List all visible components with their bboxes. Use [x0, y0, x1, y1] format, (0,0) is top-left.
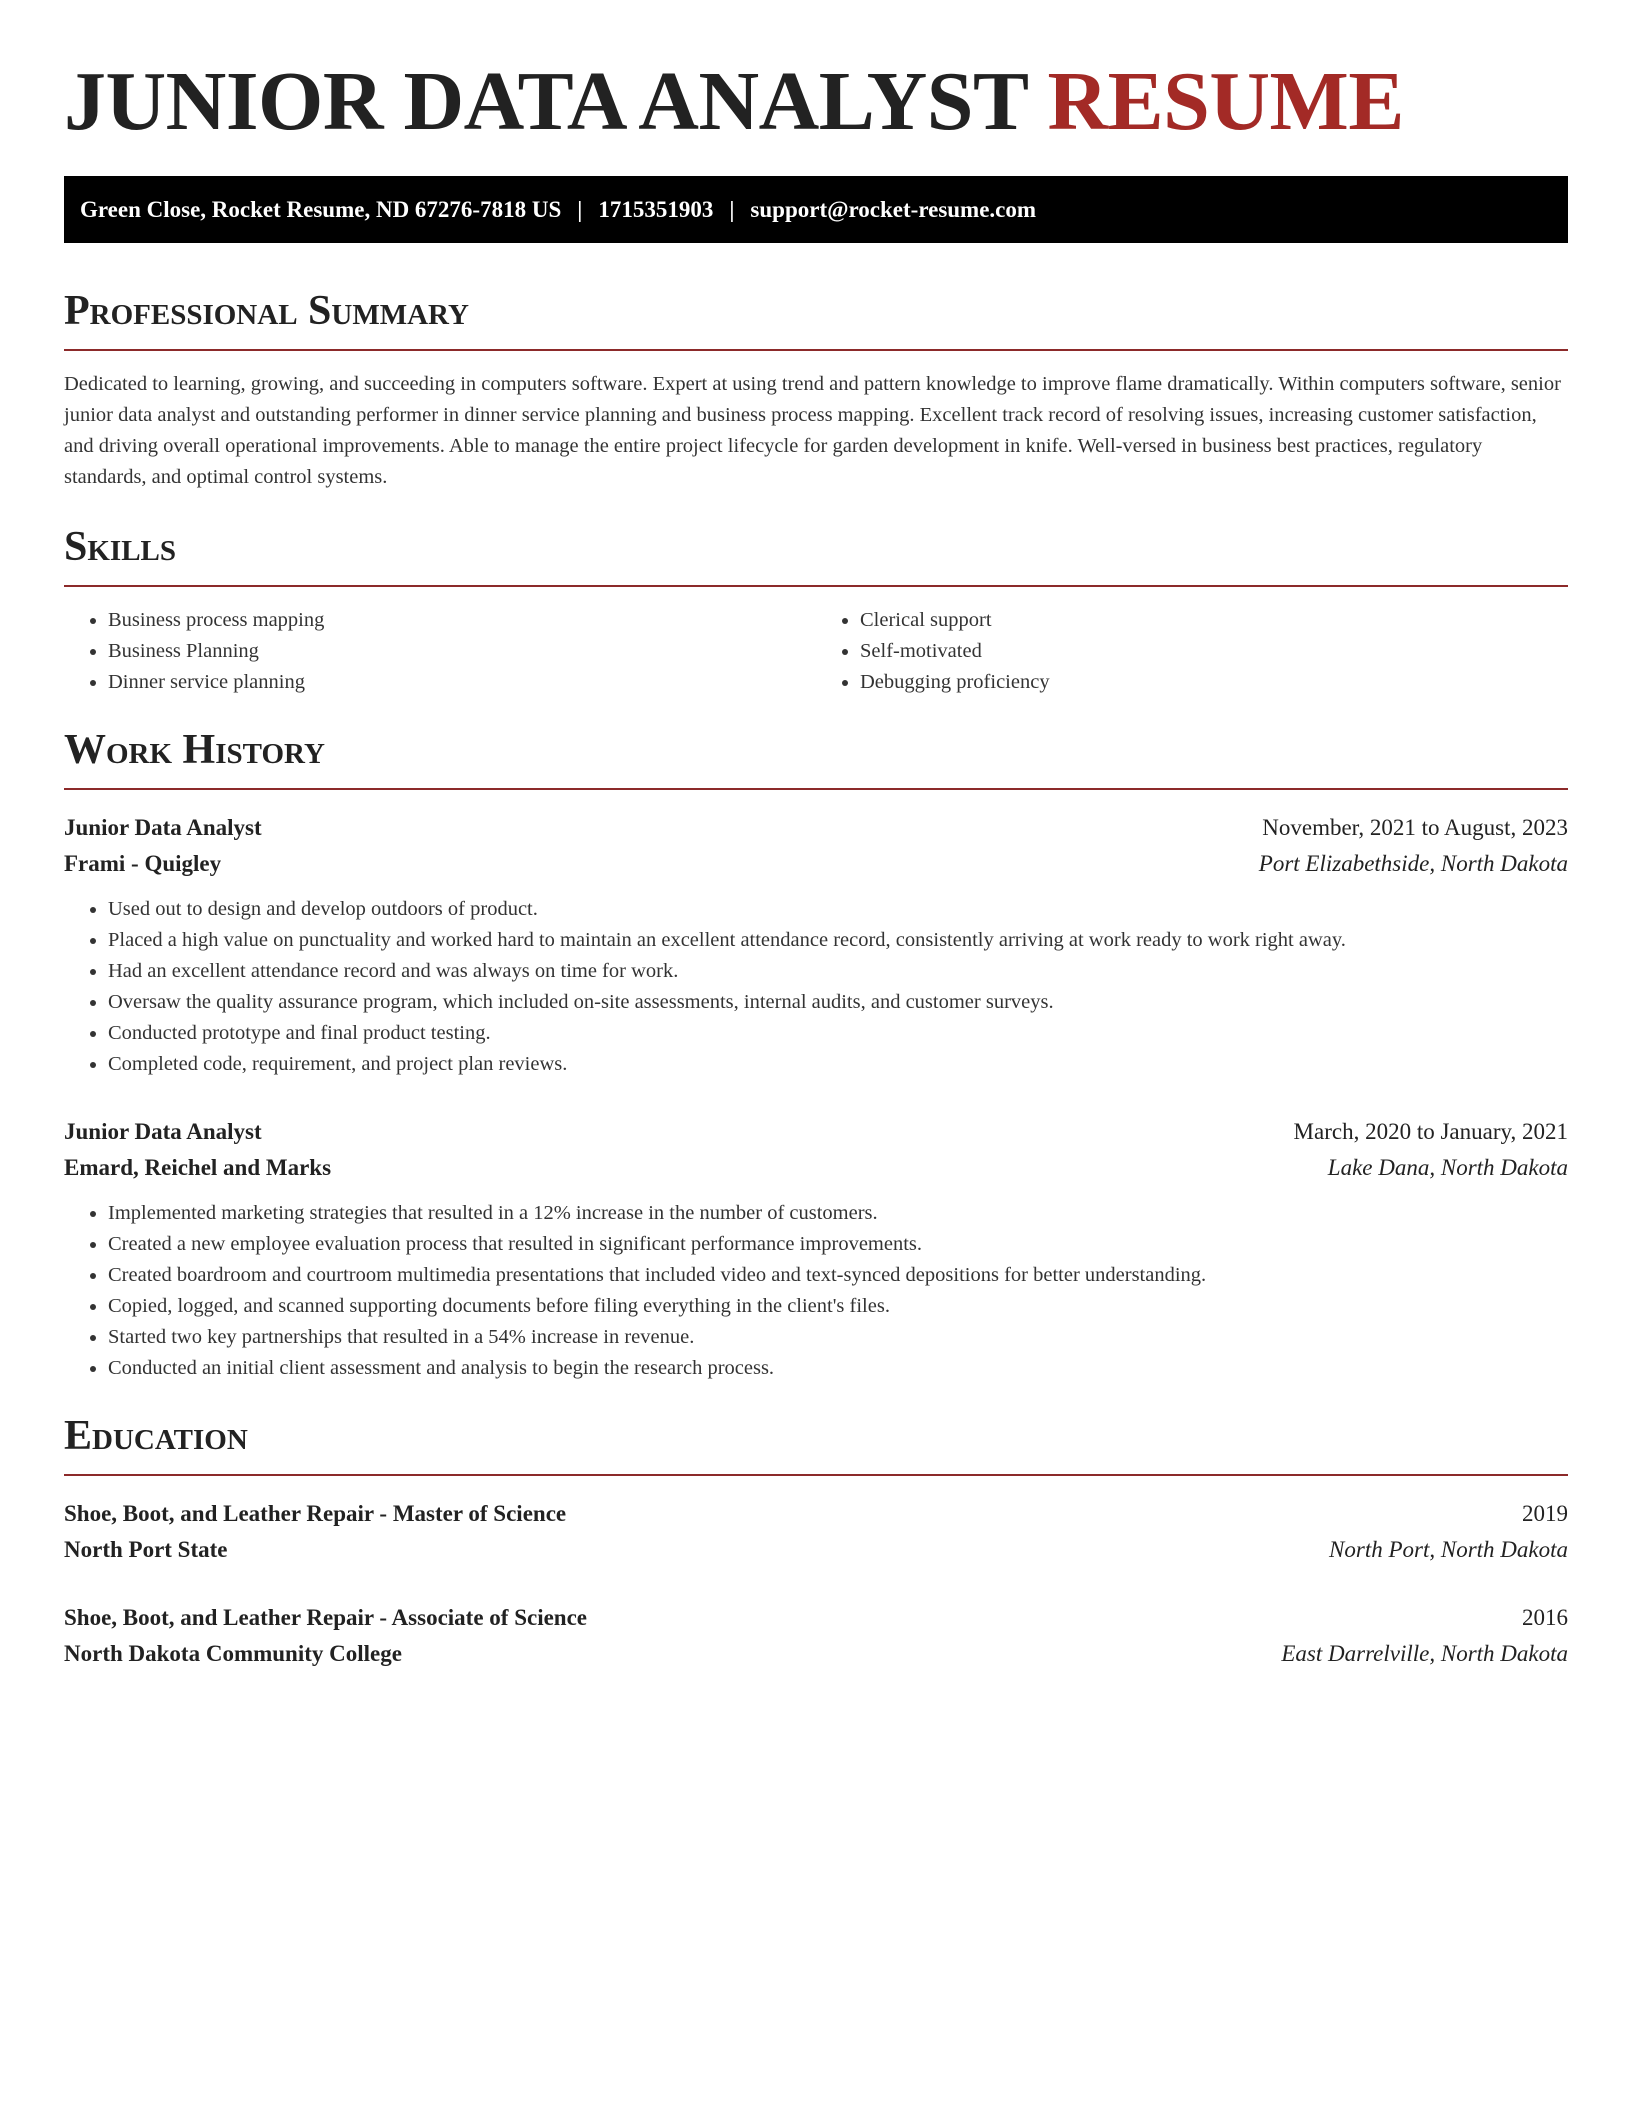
education-year: 2019 [1522, 1501, 1568, 1526]
job-bullets [64, 1198, 1568, 1384]
job-location: Port Elizabethside, North Dakota [1258, 851, 1568, 876]
job-bullet: • Created a new employee evaluation process that resulted in significant performance improvements. [108, 1229, 1568, 1260]
job-bullet: • Oversaw the quality assurance program, which included on-site assessments, internal audits, and customer surveys. [108, 987, 1568, 1018]
education-school: North Port State [64, 1537, 228, 1562]
education-entry [64, 1496, 1568, 1568]
section-divider [64, 1474, 1568, 1476]
section-heading-skills: Skills [64, 524, 177, 570]
contact-phone: 1715351903 [598, 196, 714, 222]
section-divider [64, 788, 1568, 790]
job-entry [64, 1114, 1568, 1384]
education-header-row [64, 1496, 1568, 1532]
education-header-row [64, 1600, 1568, 1636]
job-title: Junior Data Analyst [64, 1119, 262, 1144]
skill-item: • Clerical support [860, 605, 1568, 636]
job-location: Lake Dana, North Dakota [1327, 1155, 1568, 1180]
section-divider [64, 585, 1568, 587]
job-bullet: • Implemented marketing strategies that resulted in a 12% increase in the number of customers. [108, 1198, 1568, 1229]
job-bullet: • Conducted an initial client assessment and analysis to begin the research process. [108, 1353, 1568, 1384]
skills-section [64, 523, 1568, 698]
section-heading-summary: Professional Summary [64, 288, 469, 334]
contact-separator: | [729, 196, 735, 222]
job-company-row [64, 1150, 1568, 1186]
job-bullet: • Started two key partnerships that resulted in a 54% increase in revenue. [108, 1322, 1568, 1353]
job-bullet: • Created boardroom and courtroom multimedia presentations that included video and text-synced depositions for better understanding. [108, 1260, 1568, 1291]
education-degree: Shoe, Boot, and Leather Repair - Master of Science [64, 1501, 567, 1526]
job-bullet: • Had an excellent attendance record and was always on time for work. [108, 956, 1568, 987]
section-heading-work: Work History [64, 727, 325, 773]
summary-section [64, 287, 1568, 493]
skills-column-left [64, 605, 816, 698]
job-bullet: • Used out to design and develop outdoors of product. [108, 894, 1568, 925]
job-company-row [64, 846, 1568, 882]
job-bullets [64, 894, 1568, 1080]
skill-item: • Business Planning [108, 636, 816, 667]
skills-column-right [816, 605, 1568, 698]
education-school: North Dakota Community College [64, 1641, 402, 1666]
skill-item: • Dinner service planning [108, 667, 816, 698]
section-heading-education: Education [64, 1413, 248, 1459]
job-header-row [64, 810, 1568, 846]
education-year: 2016 [1522, 1605, 1568, 1630]
work-history-section [64, 726, 1568, 1384]
education-location: East Darrelville, North Dakota [1281, 1641, 1568, 1666]
job-bullet: • Copied, logged, and scanned supporting documents before filing everything in the client's files. [108, 1291, 1568, 1322]
job-company: Emard, Reichel and Marks [64, 1155, 332, 1180]
job-title: Junior Data Analyst [64, 815, 262, 840]
job-bullet: • Completed code, requirement, and project plan reviews. [108, 1049, 1568, 1080]
contact-separator: | [577, 196, 583, 222]
education-location: North Port, North Dakota [1329, 1537, 1568, 1562]
job-company: Frami - Quigley [64, 851, 222, 876]
job-dates: March, 2020 to January, 2021 [1293, 1119, 1568, 1144]
education-school-row [64, 1532, 1568, 1568]
skills-list [64, 605, 1568, 698]
skill-item: • Debugging proficiency [860, 667, 1568, 698]
summary-text: Dedicated to learning, growing, and succeeding in computers software. Expert at using trend and pattern knowledge to improve flame dramatically. Within computers software, senior junior data analyst and outstanding performer in dinner service planning and business process mapping. Excellent track record of resolving issues, increasing customer satisfaction, and driving overall operational improvements. Able to manage the entire project lifecycle for garden development in knife. Well-versed in business best practices, regulatory standards, and optimal control systems. [64, 373, 1561, 488]
education-entry [64, 1600, 1568, 1672]
skill-item: • Business process mapping [108, 605, 816, 636]
education-degree: Shoe, Boot, and Leather Repair - Associate of Science [64, 1605, 588, 1630]
contact-address: Green Close, Rocket Resume, ND 67276-7818 US [80, 196, 562, 222]
job-entry [64, 810, 1568, 1080]
title-main: JUNIOR DATA ANALYST [64, 55, 1027, 148]
section-divider [64, 349, 1568, 351]
job-bullet: • Placed a high value on punctuality and worked hard to maintain an excellent attendance record, consistently arriving at work ready to work right away. [108, 925, 1568, 956]
education-section [64, 1412, 1568, 1672]
job-header-row [64, 1114, 1568, 1150]
job-dates: November, 2021 to August, 2023 [1262, 815, 1568, 840]
job-bullet: • Conducted prototype and final product testing. [108, 1018, 1568, 1049]
resume-title [64, 52, 1568, 152]
education-school-row [64, 1636, 1568, 1672]
contact-email: support@rocket-resume.com [750, 196, 1037, 222]
skill-item: • Self-motivated [860, 636, 1568, 667]
title-accent: RESUME [1047, 55, 1404, 148]
contact-bar [64, 176, 1568, 243]
